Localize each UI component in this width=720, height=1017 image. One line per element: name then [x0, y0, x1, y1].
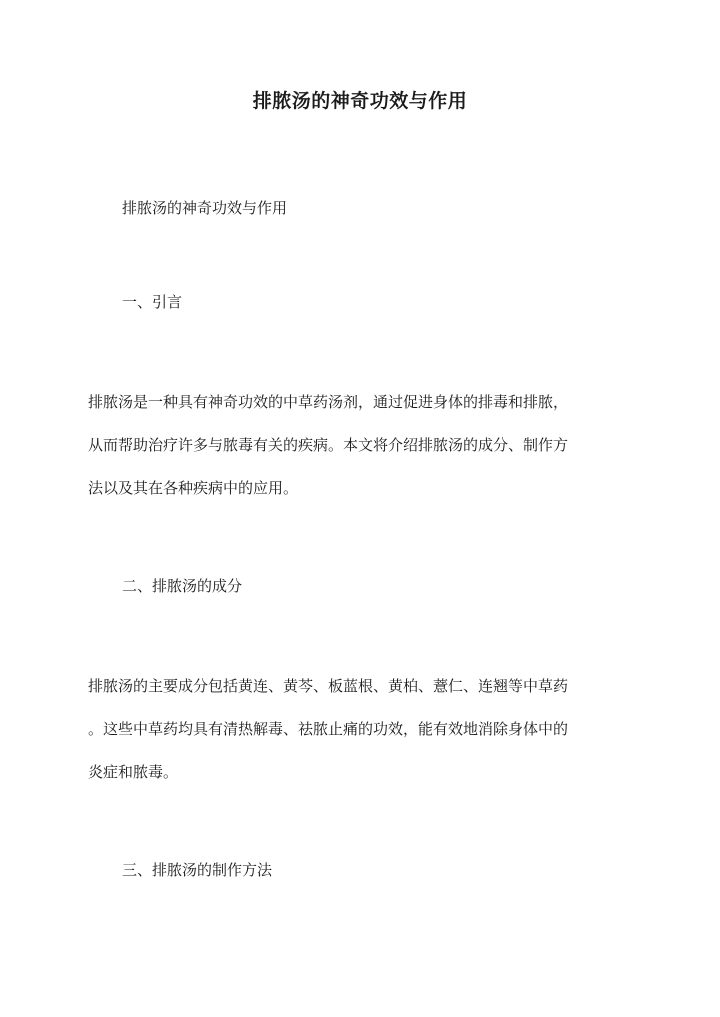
document-title: 排脓汤的神奇功效与作用 [252, 90, 468, 112]
section-heading-preparation: 三、排脓汤的制作方法 [122, 861, 273, 879]
section-paragraph-ingredients [88, 665, 633, 794]
section-heading-ingredients: 二、排脓汤的成分 [122, 577, 243, 595]
document-subtitle: 排脓汤的神奇功效与作用 [122, 199, 288, 217]
paragraph-line: 从而帮助治疗许多与脓毒有关的疾病。本文将介绍排脓汤的成分、制作方 [88, 436, 569, 454]
paragraph-line: 。这些中草药均具有清热解毒、祛脓止痛的功效，能有效地消除身体中的 [88, 720, 569, 738]
section-heading-introduction: 一、引言 [122, 293, 183, 311]
paragraph-line: 法以及其在各种疾病中的应用。 [88, 479, 299, 497]
paragraph-line: 炎症和脓毒。 [88, 763, 179, 781]
section-paragraph-introduction [88, 381, 633, 510]
paragraph-line: 排脓汤的主要成分包括黄连、黄芩、板蓝根、黄柏、薏仁、连翘等中草药 [88, 677, 569, 695]
paragraph-line: 排脓汤是一种具有神奇功效的中草药汤剂，通过促进身体的排毒和排脓， [88, 393, 569, 411]
